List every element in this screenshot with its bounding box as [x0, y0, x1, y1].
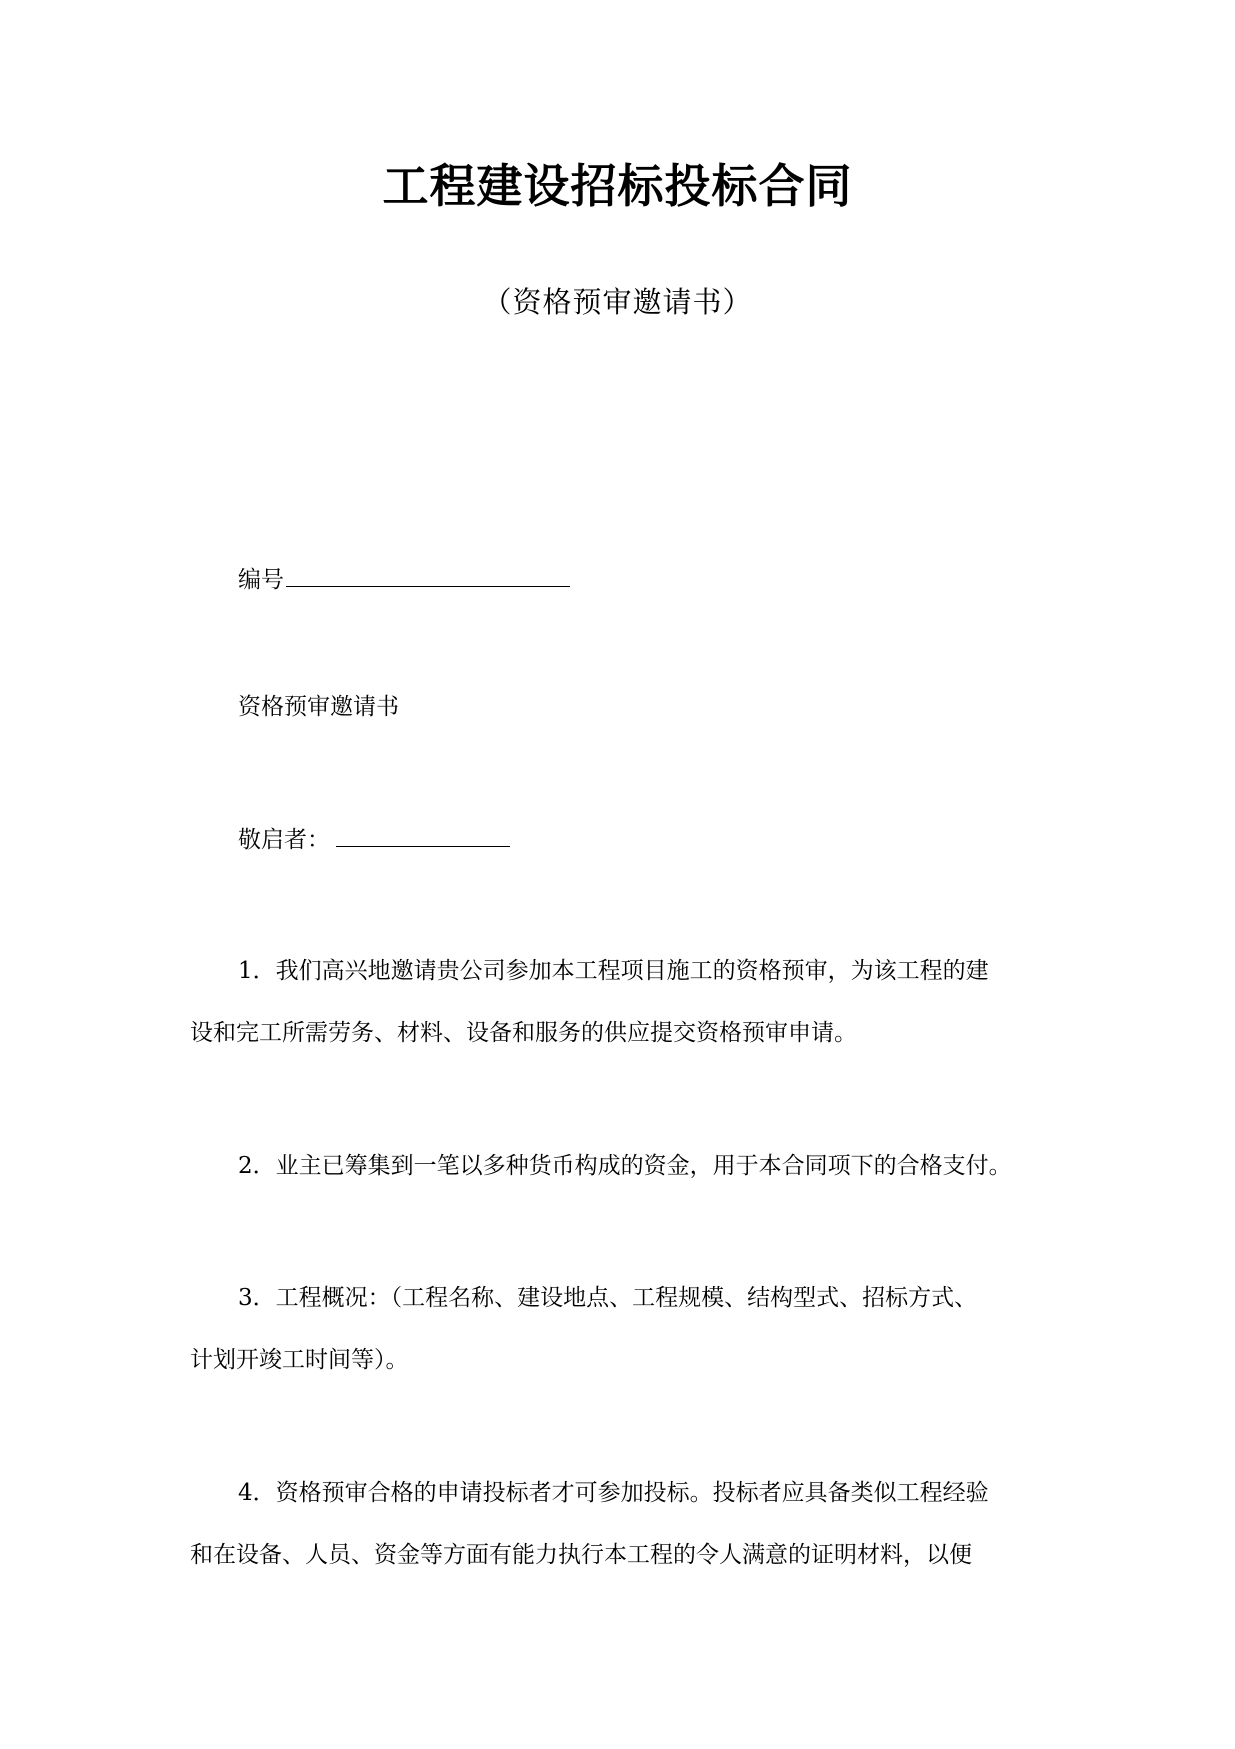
paragraph-line: 4．资格预审合格的申请投标者才可参加投标。投标者应具备类似工程经验: [238, 1480, 989, 1506]
paragraph-line: 设和完工所需劳务、材料、设备和服务的供应提交资格预审申请。: [190, 1020, 857, 1046]
paragraph-line: 计划开竣工时间等）。: [190, 1347, 409, 1373]
invitation-heading: 资格预审邀请书: [238, 694, 399, 720]
salutation-blank[interactable]: [336, 822, 510, 847]
number-blank[interactable]: [286, 562, 570, 587]
document-subtitle: （资格预审邀请书）: [482, 285, 753, 319]
paragraph-line: 3．工程概况：（工程名称、建设地点、工程规模、结构型式、招标方式、: [238, 1285, 978, 1311]
salutation-line: [238, 822, 510, 855]
salutation-label: 敬启者：: [238, 827, 330, 853]
number-line: [238, 562, 570, 595]
paragraph-2: [190, 1151, 1045, 1181]
paragraph-line: 和在设备、人员、资金等方面有能力执行本工程的令人满意的证明材料，以便: [190, 1542, 972, 1568]
number-label: 编号: [238, 567, 284, 593]
paragraph-line: 1．我们高兴地邀请贵公司参加本工程项目施工的资格预审，为该工程的建: [238, 958, 989, 984]
paragraph-4: [190, 1478, 1045, 1570]
paragraph-1: [190, 956, 1045, 1048]
paragraph-line: 2．业主已筹集到一笔以多种货币构成的资金，用于本合同项下的合格支付。: [238, 1153, 1012, 1179]
paragraph-3: [190, 1283, 1045, 1375]
document-title: 工程建设招标投标合同: [382, 159, 853, 213]
